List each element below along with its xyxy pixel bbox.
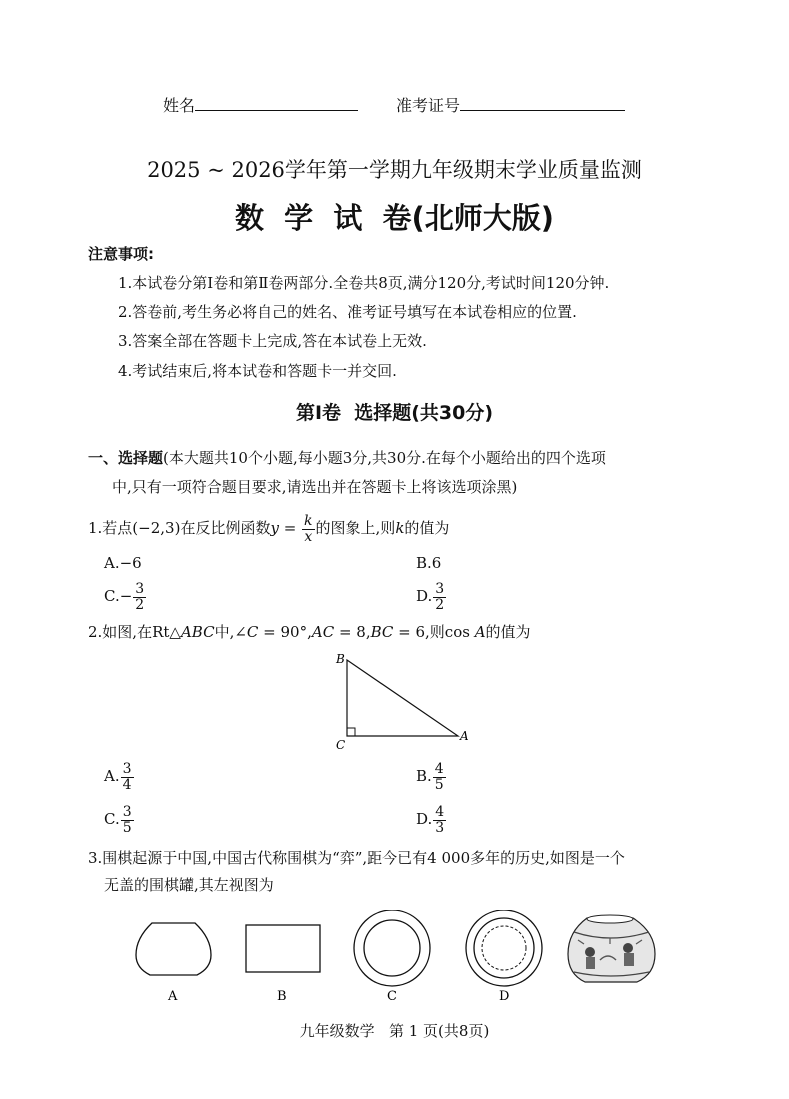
- option-a-shape: [136, 923, 211, 975]
- exam-id-field: [396, 94, 625, 116]
- question-1: 1.若点(−2,3)在反比例函数y = $\frac{k}{x}$ 的图象上,则k的值为: [88, 512, 450, 545]
- q2-option-a: A. $\frac{3}{4}$: [104, 760, 132, 793]
- exam-id-label: 准考证号: [396, 96, 461, 115]
- name-label: 姓名: [163, 96, 196, 115]
- q3-options-figure: [130, 910, 660, 1010]
- part-desc-2: 中,只有一项符合题目要求,请选出并在答题卡上将该选项涂黑): [112, 478, 518, 496]
- option-d-outer-circle: [466, 910, 542, 986]
- name-field: [163, 94, 358, 116]
- option-c-outer-circle: [354, 910, 430, 986]
- vertex-b-label: B: [336, 652, 345, 666]
- paper-title: 数 学 试 卷(北师大版): [234, 201, 555, 235]
- q1-option-c: C.− $\frac{3}{2}$: [104, 580, 145, 613]
- vertex-c-label: C: [336, 738, 346, 752]
- part-desc-1: (本大题共10个小题,每小题3分,共30分.在每个小题给出的四个选项: [163, 449, 606, 467]
- notice-item-1: 1.本试卷分第Ⅰ卷和第Ⅱ卷两部分.全卷共8页,满分120分,考试时间120分钟.: [118, 274, 610, 292]
- option-c-label: C: [387, 989, 397, 1004]
- notice-item-4: 4.考试结束后,将本试卷和答题卡一并交回.: [118, 362, 397, 380]
- q1-option-a: A.−6: [104, 554, 142, 572]
- option-c-inner-circle: [364, 920, 420, 976]
- right-angle-mark: [347, 728, 355, 736]
- page-footer: 九年级数学 第 1 页(共8页): [299, 1022, 490, 1040]
- go-jar-image: [568, 915, 655, 982]
- option-a-label: A: [168, 989, 178, 1004]
- question-3-line-2: 无盖的围棋罐,其左视图为: [104, 876, 274, 894]
- q1-option-b: B.6: [416, 554, 442, 572]
- option-b-label: B: [277, 989, 287, 1004]
- exam-title: 2025 ~ 2026学年第一学期九年级期末学业质量监测: [147, 158, 642, 182]
- notice-item-2: 2.答卷前,考生务必将自己的姓名、准考证号填写在本试卷相应的位置.: [118, 303, 577, 321]
- notice-title: 注意事项:: [88, 245, 154, 263]
- option-d-middle-circle: [474, 918, 534, 978]
- option-d-dashed-circle: [482, 926, 526, 970]
- q1-option-d: D. $\frac{3}{2}$: [416, 580, 445, 613]
- notice-item-3: 3.答案全部在答题卡上完成,答在本试卷上无效.: [118, 332, 427, 350]
- part-intro: [88, 448, 606, 468]
- exam-id-blank: [460, 94, 625, 111]
- fraction-k-over-x: $\frac{k}{x}$: [304, 512, 313, 545]
- vertex-a-label: A: [460, 729, 469, 743]
- option-d-label: D: [499, 989, 510, 1004]
- part-label: 一、选择题: [88, 449, 164, 467]
- q2-option-d: D. $\frac{4}{3}$: [416, 803, 445, 836]
- q2-option-b: B. $\frac{4}{5}$: [416, 760, 444, 793]
- section-title: 第Ⅰ卷 选择题(共30分): [295, 402, 494, 424]
- question-3-line-1: 3.围棋起源于中国,中国古代称围棋为“弈”,距今已有4 000多年的历史,如图是一个: [88, 849, 625, 867]
- triangle-abc: [347, 660, 458, 736]
- name-blank: [195, 94, 358, 111]
- option-b-shape: [246, 925, 320, 972]
- question-2: 2.如图,在Rt△ABC中,∠C = 90°,AC = 8,BC = 6,则cos A的值为: [88, 623, 531, 641]
- q2-option-c: C. $\frac{3}{5}$: [104, 803, 132, 836]
- right-triangle-figure: [330, 648, 480, 752]
